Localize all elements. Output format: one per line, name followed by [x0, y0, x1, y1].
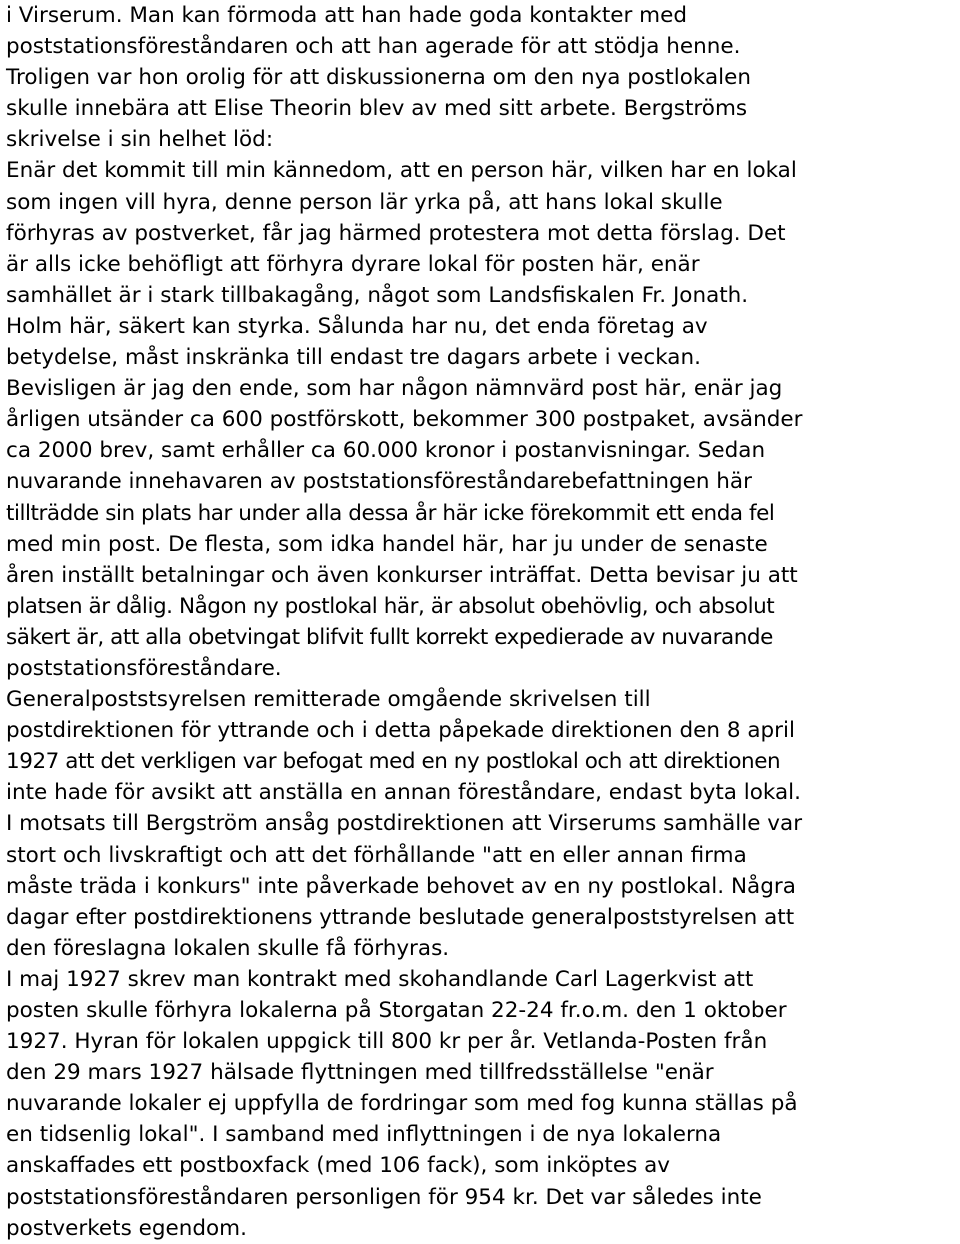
text-line: den föreslagna lokalen skulle få förhyras. — [6, 935, 450, 961]
text-line: stort och livskraftigt och att det förhållande "att en eller annan firma — [6, 842, 747, 868]
text-line: Bevisligen är jag den ende, som har någon nämnvärd post här, enär jag — [6, 376, 783, 402]
text-line: Troligen var hon orolig för att diskussionerna om den nya postlokalen — [6, 65, 751, 91]
text-line: Enär det kommit till min kännedom, att en person här, vilken har en lokal — [6, 158, 797, 184]
text-line: 1927 att det verkligen var befogat med en ny postlokal och att direktionen — [6, 749, 781, 775]
text-line: inte hade för avsikt att anställa en annan föreståndare, endast byta lokal. — [6, 780, 801, 806]
text-line: skulle innebära att Elise Theorin blev av med sitt arbete. Bergströms — [6, 96, 748, 122]
text-line: med min post. De flesta, som idka handel här, har ju under de senaste — [6, 531, 768, 557]
text-line: Generalpoststsyrelsen remitterade omgående skrivelsen till — [6, 687, 651, 713]
document-page — [6, 0, 956, 1244]
text-line: poststationsföreståndaren och att han agerade för att stödja henne. — [6, 34, 741, 60]
text-line: den 29 mars 1927 hälsade flyttningen med tillfredsställelse "enär — [6, 1060, 714, 1086]
text-line: förhyras av postverket, får jag härmed protestera mot detta förslag. Det — [6, 220, 786, 246]
text-line: betydelse, måst inskränka till endast tre dagars arbete i veckan. — [6, 345, 701, 371]
text-line: säkert är, att alla obetvingat blifvit fullt korrekt expedierade av nuvarande — [6, 624, 773, 650]
text-line: i Virserum. Man kan förmoda att han hade goda kontakter med — [6, 3, 687, 28]
text-line: ca 2000 brev, samt erhåller ca 60.000 kronor i postanvisningar. Sedan — [6, 438, 766, 464]
text-line: måste träda i konkurs" inte påverkade behovet av en ny postlokal. Några — [6, 873, 796, 899]
text-line: poststationsföreståndare. — [6, 655, 282, 681]
text-line: samhället är i stark tillbakagång, något som Landsfiskalen Fr. Jonath. — [6, 282, 749, 308]
text-line: poststationsföreståndaren personligen för 954 kr. Det var således inte — [6, 1184, 762, 1210]
text-line: nuvarande innehavaren av poststationsföreståndarebefattningen här — [6, 469, 752, 495]
text-line: 1927. Hyran för lokalen uppgick till 800 kr per år. Vetlanda-Posten från — [6, 1029, 768, 1055]
text-line: posten skulle förhyra lokalerna på Storgatan 22-24 fr.o.m. den 1 oktober — [6, 998, 787, 1023]
text-line: är alls icke behöfligt att förhyra dyrare lokal för posten här, enär — [6, 251, 700, 277]
text-line: årligen utsänder ca 600 postförskott, bekommer 300 postpaket, avsänder — [6, 407, 803, 433]
text-line: anskaffades ett postboxfack (med 106 fack), som inköptes av — [6, 1153, 671, 1179]
text-line: platsen är dålig. Någon ny postlokal här, är absolut obehövlig, och absolut — [6, 593, 775, 619]
text-line: nuvarande lokaler ej uppfylla de fordringar som med fog kunna ställas på — [6, 1091, 798, 1117]
text-line: som ingen vill hyra, denne person lär yrka på, att hans lokal skulle — [6, 189, 723, 215]
text-line: postdirektionen för yttrande och i detta påpekade direktionen den 8 april — [6, 718, 795, 744]
text-line: en tidsenlig lokal". I samband med inflyttningen i de nya lokalerna — [6, 1122, 722, 1148]
text-line: I maj 1927 skrev man kontrakt med skohandlande Carl Lagerkvist att — [6, 966, 754, 992]
text-line: I motsats till Bergström ansåg postdirektionen att Virserums samhälle var — [6, 811, 803, 837]
text-line: skrivelse i sin helhet löd: — [6, 127, 274, 153]
text-line: postverkets egendom. — [6, 1215, 247, 1241]
text-line: Holm här, säkert kan styrka. Sålunda har nu, det enda företag av — [6, 313, 708, 339]
text-line: dagar efter postdirektionens yttrande beslutade generalpoststyrelsen att — [6, 904, 795, 930]
text-line: tillträdde sin plats har under alla dessa år här icke förekommit ett enda fel — [6, 500, 775, 526]
text-line: åren inställt betalningar och även konkurser inträffat. Detta bevisar ju att — [6, 562, 798, 588]
